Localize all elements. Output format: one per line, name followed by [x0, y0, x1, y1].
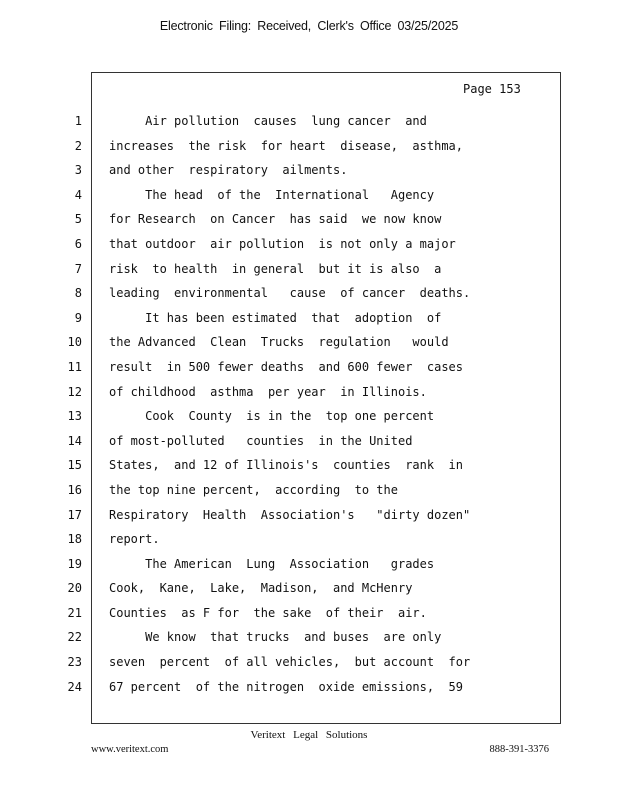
- line-number: 16: [67, 482, 82, 497]
- transcript-line: Cook County is in the top one percent: [109, 409, 435, 424]
- line-number: 11: [67, 359, 82, 374]
- transcript-line: the top nine percent, according to the: [109, 482, 398, 497]
- line-number: 22: [67, 630, 82, 645]
- transcript-line: States, and 12 of Illinois's counties rank in: [109, 458, 464, 473]
- line-number: 20: [67, 581, 82, 596]
- line-number: 1: [74, 114, 82, 128]
- line-number: 4: [74, 187, 82, 202]
- transcript-line: Counties as F for the sake of their air.: [109, 605, 427, 620]
- transcript-line: It has been estimated that adoption of: [109, 310, 442, 325]
- line-number: 3: [74, 163, 82, 178]
- line-number: 24: [67, 679, 82, 694]
- line-number: 23: [67, 655, 82, 670]
- transcript-line: risk to health in general but it is also a: [109, 261, 442, 276]
- transcript-line: of most-polluted counties in the United: [109, 433, 413, 448]
- line-number: 8: [74, 286, 82, 301]
- transcript-line: The American Lung Association grades: [109, 556, 435, 571]
- transcript-line: We know that trucks and buses are only: [109, 630, 442, 645]
- transcript-line: the Advanced Clean Trucks regulation would: [109, 335, 449, 350]
- line-number: 18: [67, 532, 82, 547]
- line-number: 9: [74, 310, 82, 325]
- line-number-column: [56, 112, 82, 702]
- line-number: 19: [67, 556, 82, 571]
- transcript-body: [109, 112, 549, 702]
- transcript-line: Respiratory Health Association's "dirty dozen": [109, 507, 471, 522]
- page-number: Page 153: [463, 82, 521, 96]
- line-number: 7: [74, 261, 82, 276]
- line-number: 15: [67, 458, 82, 473]
- transcript-line: increases the risk for heart disease, asthma,: [109, 138, 464, 153]
- line-number: 2: [74, 138, 82, 153]
- transcript-line: and other respiratory ailments.: [109, 163, 348, 178]
- footer-website: www.veritext.com: [91, 744, 169, 755]
- line-number: 6: [74, 236, 82, 251]
- footer-phone: 888-391-3376: [489, 744, 549, 755]
- footer-company: Veritext Legal Solutions: [250, 729, 368, 741]
- transcript-line: report.: [109, 532, 160, 547]
- line-number: 5: [74, 212, 82, 227]
- transcript-line: Air pollution causes lung cancer and: [109, 114, 427, 128]
- line-number: 21: [67, 605, 82, 620]
- transcript-line: leading environmental cause of cancer deaths.: [109, 286, 471, 301]
- transcript-line: result in 500 fewer deaths and 600 fewer cases: [109, 359, 464, 374]
- transcript-line: 67 percent of the nitrogen oxide emissions, 59: [109, 679, 464, 694]
- line-number: 17: [67, 507, 82, 522]
- transcript-line: Cook, Kane, Lake, Madison, and McHenry: [109, 581, 413, 596]
- transcript-line: of childhood asthma per year in Illinois.: [109, 384, 427, 399]
- line-number: 10: [67, 335, 82, 350]
- transcript-line: that outdoor air pollution is not only a major: [109, 236, 456, 251]
- filing-header: Electronic Filing: Received, Clerk's Office 03/25/2025: [159, 19, 459, 33]
- line-number: 14: [67, 433, 82, 448]
- transcript-line: for Research on Cancer has said we now know: [109, 212, 442, 227]
- line-number: 12: [67, 384, 82, 399]
- transcript-line: seven percent of all vehicles, but account for: [109, 655, 471, 670]
- transcript-line: The head of the International Agency: [109, 187, 435, 202]
- line-number: 13: [67, 409, 82, 424]
